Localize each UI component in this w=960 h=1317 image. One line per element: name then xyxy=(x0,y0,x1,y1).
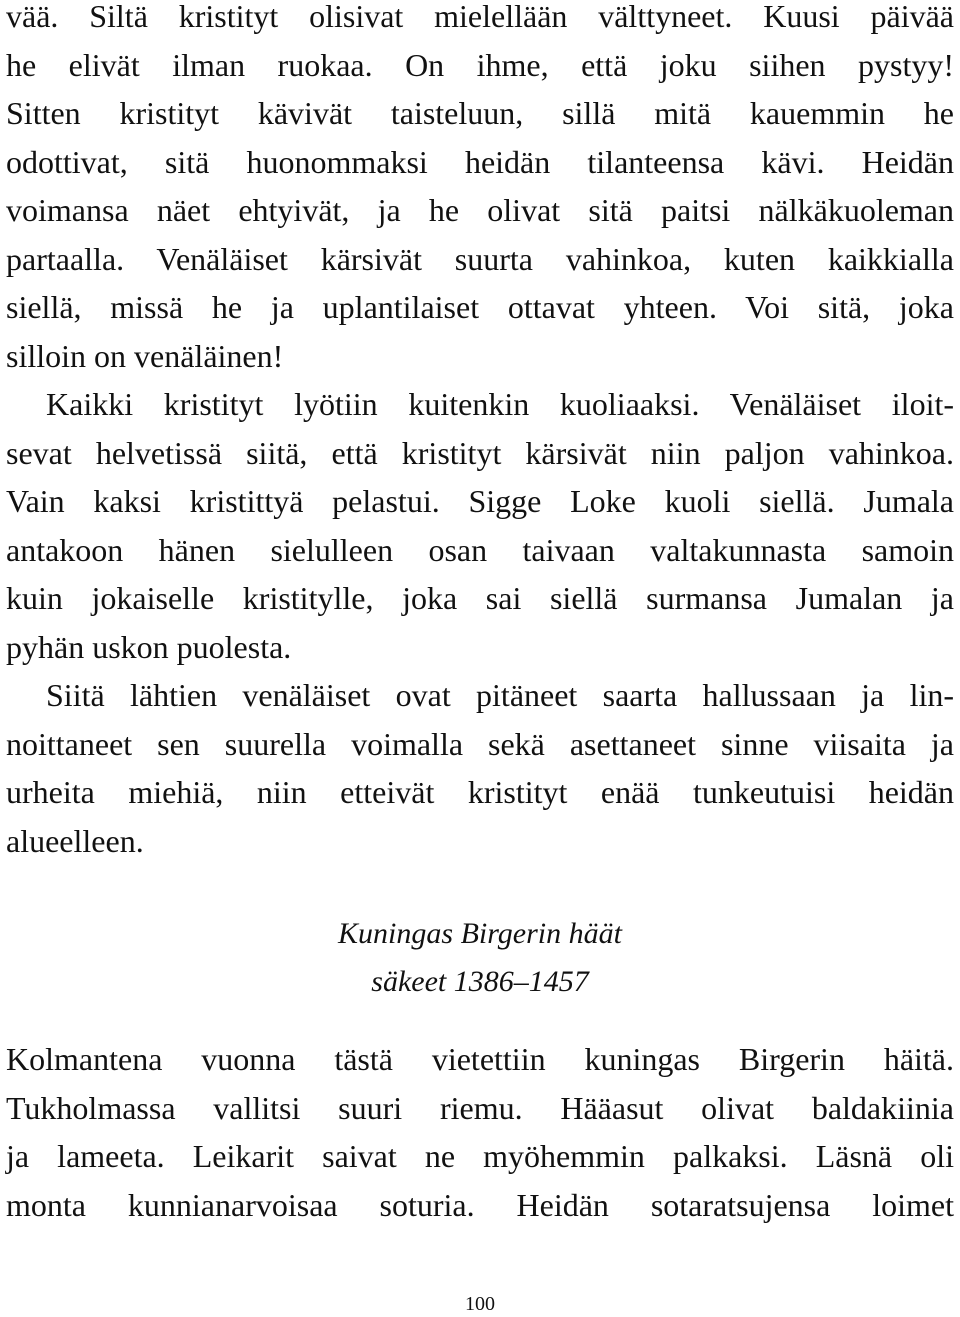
text-line: sevat helvetissä siitä, että kristityt kärsivät niin paljon vahinkoa. xyxy=(6,434,954,471)
text-line: monta kunnianarvoisaa soturia. Heidän sotaratsujensa loimet xyxy=(6,1186,954,1223)
text-line: noittaneet sen suurella voimalla sekä asettaneet sinne viisaita ja xyxy=(6,725,954,762)
text-line: he elivät ilman ruokaa. On ihme, että joku siihen pystyy! xyxy=(6,46,954,83)
text-line: Tukholmassa vallitsi suuri riemu. Hääasut olivat baldakiinia xyxy=(6,1089,954,1126)
text-line: silloin on venäläinen! xyxy=(6,337,284,374)
text-line: antakoon hänen sielulleen osan taivaan valtakunnasta samoin xyxy=(6,531,954,568)
text-line: Vain kaksi kristittyä pelastui. Sigge Loke kuoli siellä. Jumala xyxy=(6,483,954,519)
section-one-text xyxy=(6,0,954,865)
text-line: odottivat, sitä huonommaksi heidän tilanteensa kävi. Heidän xyxy=(6,143,954,180)
text-line: ja lameeta. Leikarit saivat ne myöhemmin palkaksi. Läsnä oli xyxy=(6,1138,954,1174)
section-heading-verses: säkeet 1386–1457 xyxy=(371,965,589,998)
page-number: 100 xyxy=(465,1293,495,1315)
text-line: urheita miehiä, niin etteivät kristityt enää tunkeutuisi heidän xyxy=(6,774,954,810)
text-line: Kolmantena vuonna tästä vietettiin kuningas Birgerin häitä. xyxy=(6,1041,954,1077)
text-line: siellä, missä he ja uplantilaiset ottavat yhteen. Voi sitä, joka xyxy=(6,289,954,325)
text-line: Siitä lähtien venäläiset ovat pitäneet saarta hallussaan ja lin- xyxy=(46,677,954,713)
text-line: kuin jokaiselle kristitylle, joka sai siellä surmansa Jumalan ja xyxy=(6,580,954,616)
text-line: voimansa näet ehtyivät, ja he olivat sitä paitsi nälkäkuoleman xyxy=(6,192,954,228)
book-page xyxy=(6,0,954,1317)
text-line: alueelleen. xyxy=(6,822,144,859)
text-line: partaalla. Venäläiset kärsivät suurta vahinkoa, kuten kaikkialla xyxy=(6,240,954,277)
text-line: pyhän uskon puolesta. xyxy=(6,628,292,665)
text-line: vää. Siltä kristityt olisivat mielellään välttyneet. Kuusi päivää xyxy=(6,0,954,34)
section-heading-title: Kuningas Birgerin häät xyxy=(338,917,622,950)
text-line: Sitten kristityt kävivät taisteluun, sillä mitä kauemmin he xyxy=(6,95,954,131)
text-line: Kaikki kristityt lyötiin kuitenkin kuoliaaksi. Venäläiset iloit- xyxy=(46,386,954,422)
section-two-text xyxy=(6,1035,954,1229)
